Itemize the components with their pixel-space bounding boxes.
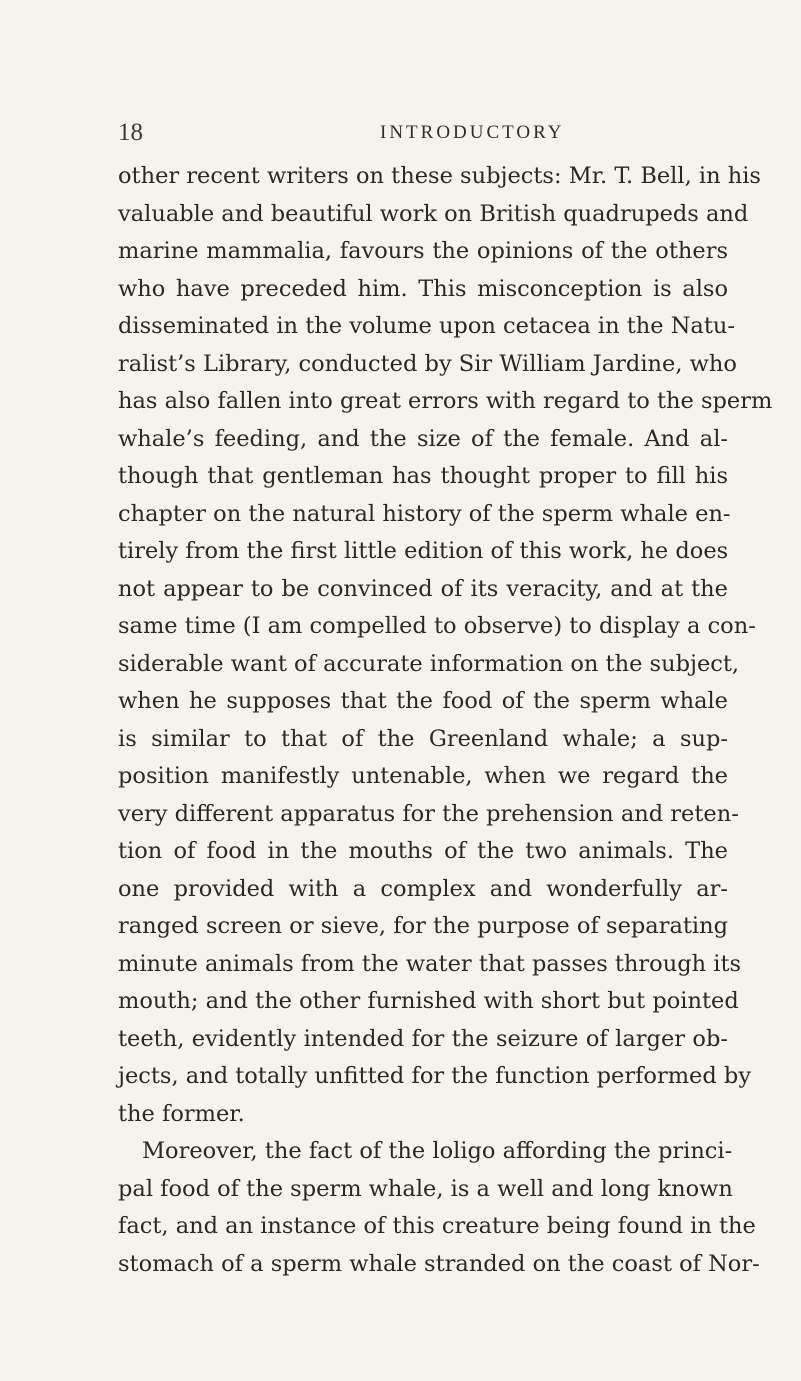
text-line: one provided with a complex and wonderfully ar-	[118, 875, 728, 902]
text-line: jects, and totally unfitted for the function performed by	[118, 1063, 752, 1089]
text-line: pal food of the sperm whale, is a well and long known	[118, 1175, 733, 1202]
text-line: other recent writers on these subjects: Mr. T. Bell, in his	[118, 163, 761, 189]
text-line: Moreover, the fact of the loligo affording the princi-	[142, 1138, 733, 1164]
text-line: chapter on the natural history of the sperm whale en-	[118, 500, 731, 527]
text-line: has also fallen into great errors with regard to the sperm	[118, 388, 773, 414]
text-line: stomach of a sperm whale stranded on the coast of Nor-	[118, 1250, 760, 1277]
text-line: is similar to that of the Greenland whale; a sup-	[118, 725, 728, 752]
text-line: ralist’s Library, conducted by Sir William Jardine, who	[118, 350, 737, 377]
text-line: marine mammalia, favours the opinions of the others	[118, 238, 728, 264]
text-line: when he supposes that the food of the sperm whale	[118, 688, 728, 714]
text-line: who have preceded him. This misconception is also	[118, 275, 728, 302]
text-line: disseminated in the volume upon cetacea in the Natu-	[118, 313, 735, 339]
text-line: the former.	[118, 1100, 245, 1127]
text-line: tion of food in the mouths of the two animals. The	[118, 838, 728, 864]
text-line: very different apparatus for the prehension and reten-	[118, 800, 739, 827]
text-line: not appear to be convinced of its veracity, and at the	[118, 575, 728, 602]
text-line: valuable and beautiful work on British quadrupeds and	[118, 200, 749, 227]
page-header	[118, 118, 724, 148]
text-line: though that gentleman has thought proper to fill his	[118, 463, 728, 489]
text-line: minute animals from the water that passes through its	[118, 950, 742, 977]
text-line: teeth, evidently intended for the seizure of larger ob-	[118, 1025, 728, 1052]
page-number: 18	[118, 119, 143, 146]
text-line: mouth; and the other furnished with short but pointed	[118, 988, 739, 1014]
text-line: tirely from the first little edition of this work, he does	[118, 538, 729, 564]
running-head: INTRODUCTORY	[380, 122, 565, 143]
text-line: fact, and an instance of this creature being found in the	[118, 1213, 756, 1239]
body-text	[118, 158, 773, 1283]
text-line: position manifestly untenable, when we regard the	[118, 763, 728, 789]
text-line: siderable want of accurate information on the subject,	[118, 650, 740, 677]
text-line: whale’s feeding, and the size of the female. And al-	[118, 425, 728, 452]
text-line: same time (I am compelled to observe) to display a con-	[118, 613, 756, 639]
text-line: ranged screen or sieve, for the purpose of separating	[118, 913, 728, 939]
